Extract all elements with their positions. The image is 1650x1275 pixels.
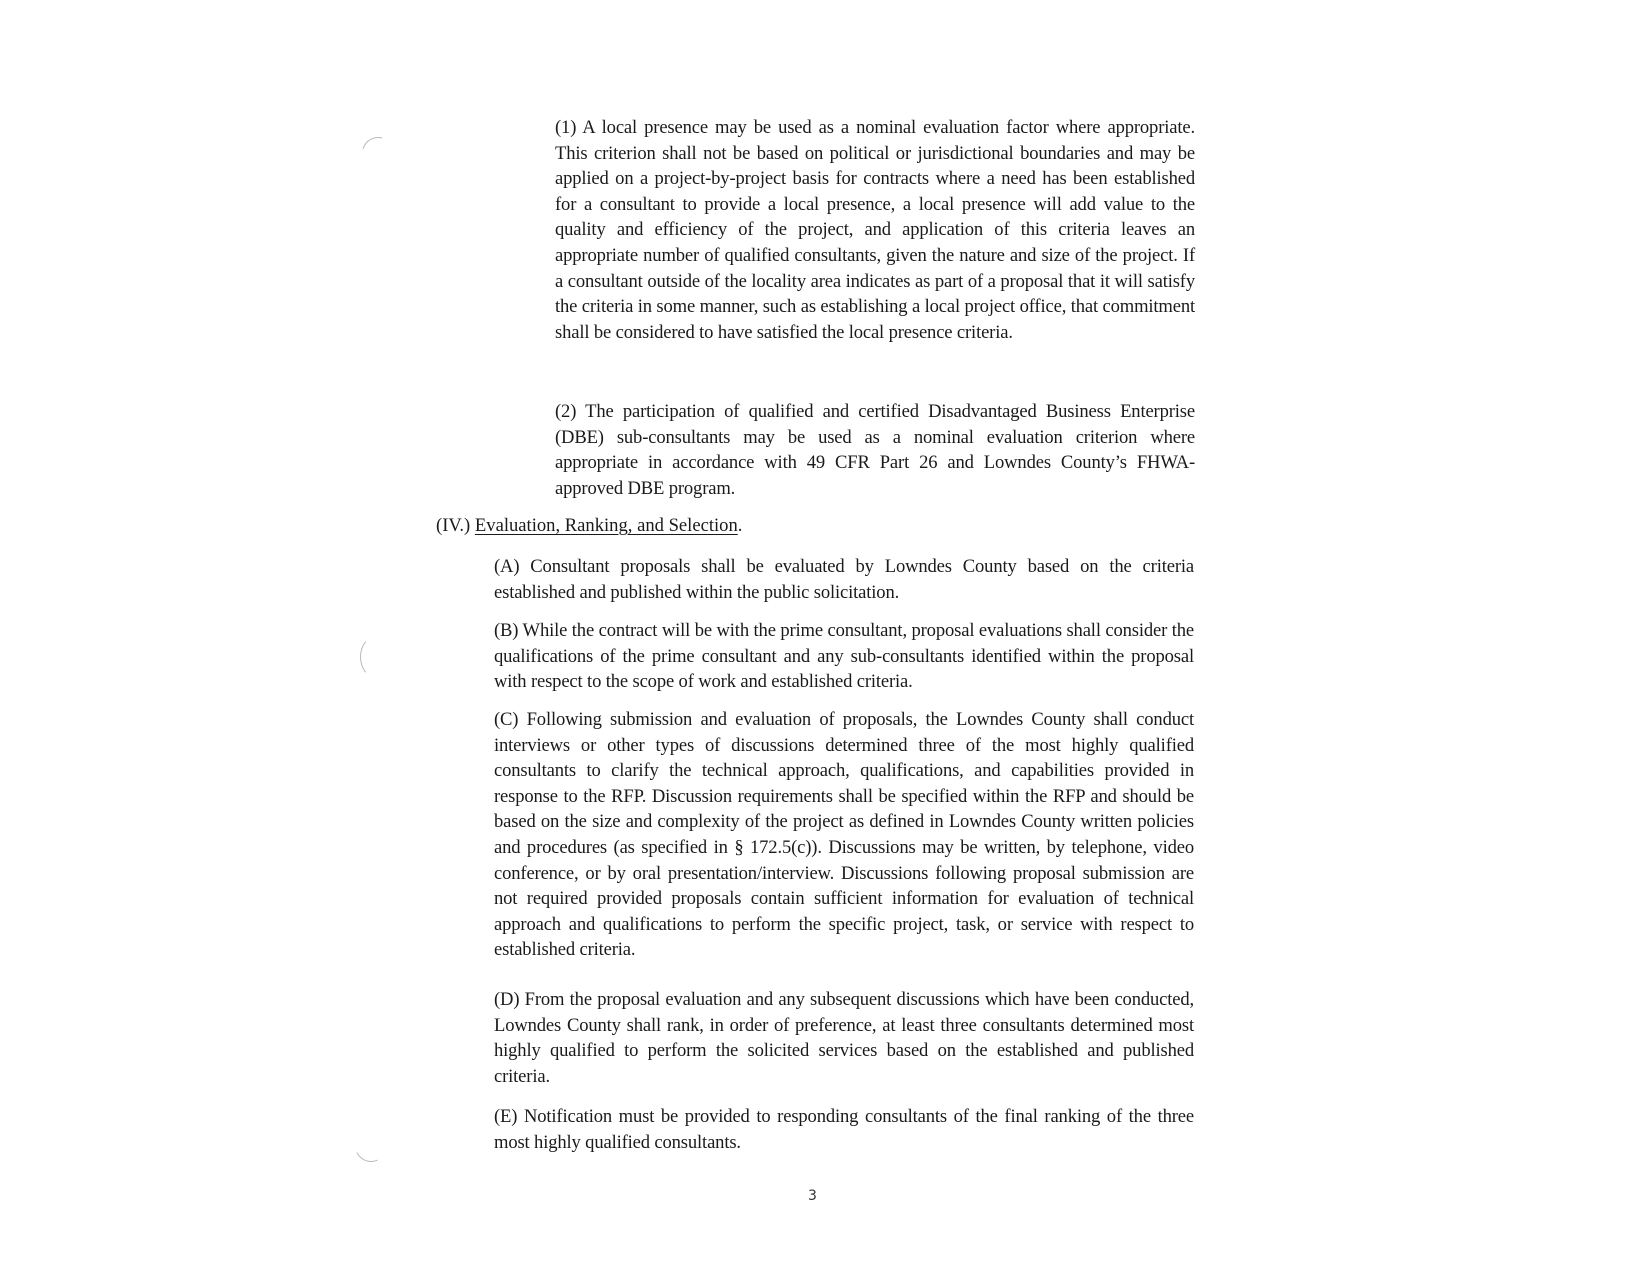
- section-title-suffix: .: [737, 515, 743, 536]
- paragraph-item-e: (E) Notification must be provided to responding consultants of the final ranking of the three most highly qualified consultants.: [494, 1106, 1194, 1153]
- punch-hole-mark-top: [356, 131, 400, 175]
- page-number: 3: [808, 1188, 817, 1204]
- paragraph-dbe-participation: (2) The participation of qualified and certified Disadvantaged Business Enterprise (DBE) sub-consultants may be used as a nominal evaluation criterion where appropriate in accordance with 49 CFR Part 26 and Lowndes County’s FHWA-approved DBE program.: [555, 401, 1195, 499]
- section-number: (IV.): [436, 515, 471, 536]
- paragraph-item-a: (A) Consultant proposals shall be evaluated by Lowndes County based on the criteria established and published within the public solicitation.: [494, 556, 1194, 603]
- paragraph-local-presence: (1) A local presence may be used as a nominal evaluation factor where appropriate. This criterion shall not be based on political or jurisdictional boundaries and may be applied on a project-by-project basis for contracts where a need has been established for a consultant to provide a local presence, a local presence will add value to the quality and efficiency of the project, and application of this criteria leaves an appropriate number of qualified consultants, given the nature and size of the project. If a consultant outside of the locality area indicates as part of a proposal that it will satisfy the criteria in some manner, such as establishing a local project office, that commitment shall be considered to have satisfied the local presence criteria.: [555, 117, 1195, 343]
- section-heading: [436, 513, 742, 538]
- punch-hole-mark-middle: [360, 636, 392, 678]
- paragraph-item-b: (B) While the contract will be with the prime consultant, proposal evaluations shall consider the qualifications of the prime consultant and any sub-consultants identified within the proposal with respect to the scope of work and established criteria.: [494, 620, 1194, 693]
- paragraph-item-d: (D) From the proposal evaluation and any subsequent discussions which have been conducted, Lowndes County shall rank, in order of preference, at least three consultants determined most highly qualified to perform the solicited services based on the established and published criteria.: [494, 989, 1194, 1087]
- punch-hole-mark-bottom: [350, 1125, 391, 1166]
- section-title: Evaluation, Ranking, and Selection: [474, 515, 738, 536]
- paragraph-item-c: (C) Following submission and evaluation of proposals, the Lowndes County shall conduct interviews or other types of discussions determined three of the most highly qualified consultants to clarify the technical approach, qualifications, and capabilities provided in response to the RFP. Discussion requirements shall be specified within the RFP and should be based on the size and complexity of the project as defined in Lowndes County written policies and procedures (as specified in § 172.5(c)). Discussions may be written, by telephone, video conference, or by oral presentation/interview. Discussions following proposal submission are not required provided proposals contain sufficient information for evaluation of technical approach and qualifications to perform the specific project, task, or service with respect to established criteria.: [494, 709, 1194, 961]
